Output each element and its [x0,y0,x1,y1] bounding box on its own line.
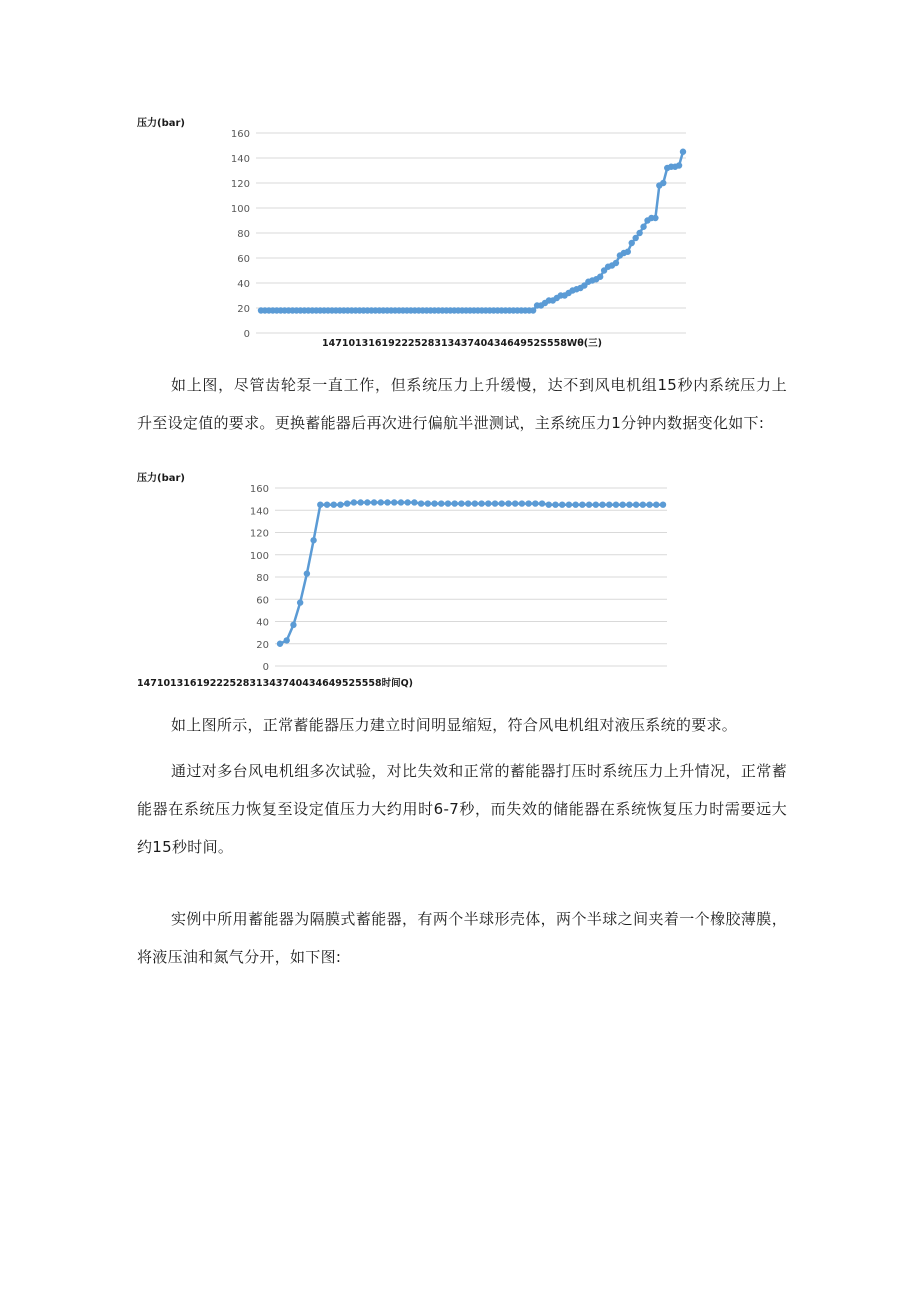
y-tick-label: 40 [256,617,269,629]
data-point [626,501,632,507]
data-point [472,500,478,506]
data-point [660,501,666,507]
data-point [485,500,491,506]
y-tick-label: 60 [237,254,250,265]
y-tick-label: 40 [237,279,250,290]
data-point [317,501,323,507]
y-tick-label: 120 [230,179,250,190]
paragraph-2: 如上图所示，正常蓄能器压力建立时间明显缩短，符合风电机组对液压系统的要求。 [171,716,738,734]
data-point [572,501,578,507]
y-tick-label: 100 [230,204,250,215]
data-point [478,500,484,506]
data-point [593,501,599,507]
y-tick-label: 140 [249,506,269,518]
data-point [418,500,424,506]
chart-2-x-caption: 1471013161922252831343740434649525558时间Q) [137,678,413,689]
data-point [525,500,531,506]
data-point [304,570,310,576]
data-point [633,501,639,507]
data-point [284,637,290,643]
data-point [364,499,370,505]
data-point [357,499,363,505]
data-point [465,500,471,506]
data-point [532,500,538,506]
y-tick-label: 80 [256,573,269,584]
data-point [619,501,625,507]
data-point [310,537,316,543]
data-point [458,500,464,506]
chart-1-x-caption: 1471013161922252831343740434649​52S558Wθ(三) [322,338,602,349]
y-tick-label: 0 [262,662,269,673]
data-point [519,500,525,506]
data-point [539,500,545,506]
data-point [445,500,451,506]
y-tick-label: 60 [256,595,269,607]
data-point [586,501,592,507]
data-point [344,500,350,506]
chart-2-ylabel: 压力(bar) [137,473,185,484]
paragraph-3: 通过对多台风电机组多次试验，对比失效和正常的蓄能器打压时系统压力上升情况，正常蓄能器在系统压力恢复至设定值压力大约用时6-7秒，而失效的储能器在系统恢复压力时需要远大约15秒时间。 [137,762,787,856]
data-point [384,499,390,505]
data-point [579,501,585,507]
y-tick-label: 20 [237,304,250,315]
y-tick-label: 160 [230,129,250,140]
data-point [505,500,511,506]
data-point [492,500,498,506]
data-point [606,501,612,507]
data-point [559,501,565,507]
y-tick-label: 160 [249,484,269,495]
data-point [398,499,404,505]
data-point [425,500,431,506]
data-point [499,500,505,506]
data-point [599,501,605,507]
data-point [411,499,417,505]
data-point [391,499,397,505]
y-tick-label: 140 [230,154,250,165]
y-tick-label: 120 [249,528,269,540]
data-point [546,501,552,507]
y-tick-label: 100 [249,550,269,562]
data-point [438,500,444,506]
data-point [277,641,283,647]
data-point [431,500,437,506]
data-point [653,501,659,507]
data-point [337,501,343,507]
data-point [324,501,330,507]
data-point [613,501,619,507]
data-point [646,501,652,507]
data-point [566,501,572,507]
data-point [371,499,377,505]
y-tick-label: 80 [237,229,250,240]
chart-1-ylabel: 压力(bar) [137,118,185,129]
data-point [351,499,357,505]
data-point [404,499,410,505]
y-tick-label: 20 [256,639,269,651]
data-point [452,500,458,506]
data-point [331,501,337,507]
data-point [297,599,303,605]
paragraph-1: 如上图，尽管齿轮泵一直工作，但系统压力上升缓慢，达不到风电机组15秒内系统压力上升至设定值的要求。更换蓄能器后再次进行偏航半泄测试，主系统压力1分钟内数据变化如下: [137,376,787,432]
series-line [280,502,663,643]
data-point [512,500,518,506]
paragraph-4: 实例中所用蓄能器为隔膜式蓄能器，有两个半球形壳体，两个半球之间夹着一个橡胶薄膜，将液压油和氮气分开，如下图: [137,910,787,966]
data-point [378,499,384,505]
data-point [290,622,296,628]
y-tick-label: 0 [243,329,250,340]
data-point [640,501,646,507]
data-point [552,501,558,507]
